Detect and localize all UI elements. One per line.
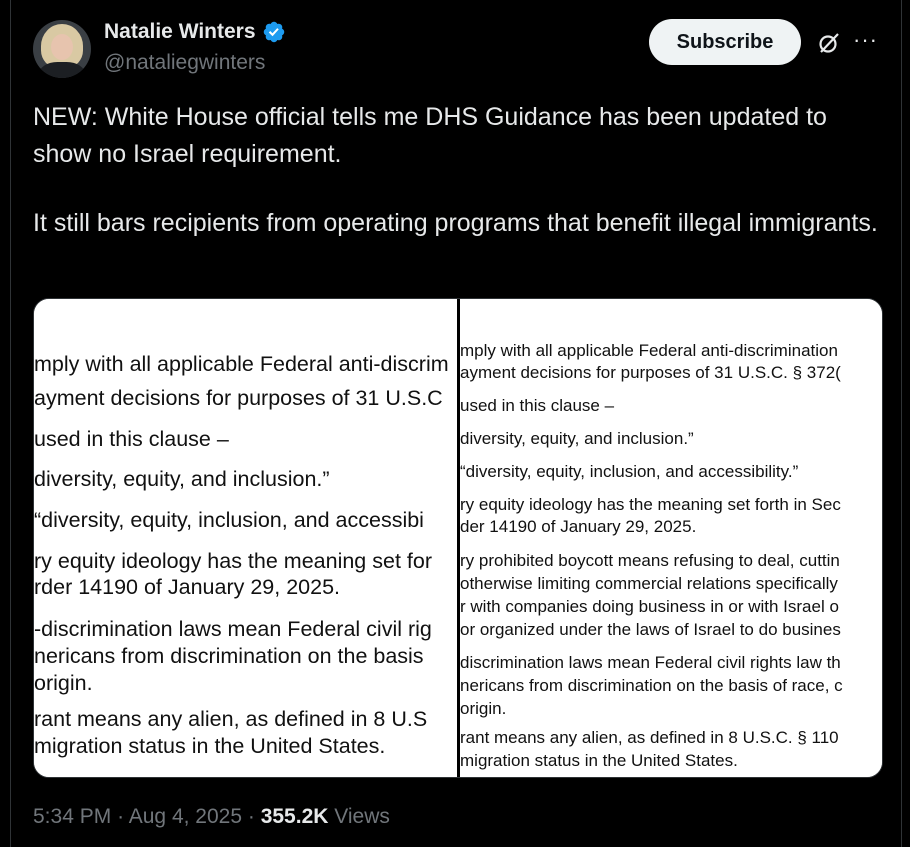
grok-icon[interactable] [817,31,841,55]
author-name-row [104,20,286,44]
doc-line: mply with all applicable Federal anti-discrim [34,352,449,376]
doc-line: origin. [460,699,507,718]
doc-line: -discrimination laws mean Federal civil rig [34,617,432,641]
doc-line: “diversity, equity, inclusion, and accessibi [34,508,424,532]
doc-line: nericans from discrimination on the basis of race, c [460,676,843,695]
document-excerpt-left [34,299,458,777]
tweet-paragraph-1: NEW: White House official tells me DHS Guidance has been updated to show no Israel requirement. [33,103,827,168]
author-name[interactable]: Natalie Winters [104,20,256,43]
doc-line: ry prohibited boycott means refusing to deal, cuttin [460,551,840,570]
views-count[interactable]: 355.2K [260,805,329,828]
doc-line: ayment decisions for purposes of 31 U.S.C [34,386,443,410]
doc-line: mply with all applicable Federal anti-discrimination [460,341,838,360]
verified-badge-icon[interactable] [262,20,286,44]
doc-line: used in this clause – [34,427,229,451]
separator-dot: · [247,805,255,828]
doc-line: migration status in the United States. [460,751,738,770]
doc-line: migration status in the United States. [34,734,386,758]
doc-line: diversity, equity, and inclusion.” [460,429,694,448]
subscribe-button[interactable]: Subscribe [649,19,801,65]
doc-line: discrimination laws mean Federal civil rights law th [460,653,841,672]
doc-line: “diversity, equity, inclusion, and accessibility.” [460,462,799,481]
document-excerpt-right [460,299,882,777]
doc-line: diversity, equity, and inclusion.” [34,467,330,491]
tweet-time[interactable]: 5:34 PM [33,805,112,828]
doc-line: der 14190 of January 29, 2025. [460,517,697,536]
tweet-card [10,0,902,847]
doc-line: ry equity ideology has the meaning set for [34,549,432,573]
doc-line: used in this clause – [460,396,615,415]
tweet-paragraph-2: It still bars recipients from operating programs that benefit illegal immigrants. [33,209,878,237]
doc-line: ayment decisions for purposes of 31 U.S.C. § 372( [460,363,841,382]
doc-line: rant means any alien, as defined in 8 U.S [34,707,428,731]
author-handle[interactable]: @nataliegwinters [104,51,266,74]
tweet-media-image[interactable] [33,298,883,778]
avatar[interactable] [33,20,91,78]
doc-line: r with companies doing business in or with Israel o [460,597,839,616]
tweet-date[interactable]: Aug 4, 2025 [128,805,243,828]
doc-line: rant means any alien, as defined in 8 U.S.C. § 110 [460,728,839,747]
doc-line: nericans from discrimination on the basis [34,644,424,668]
tweet-meta [33,805,390,829]
separator-dot: · [117,805,125,828]
doc-line: origin. [34,671,93,695]
doc-line: rder 14190 of January 29, 2025. [34,575,340,599]
doc-line: or organized under the laws of Israel to do busines [460,620,841,639]
tweet-text [33,99,883,242]
doc-line: otherwise limiting commercial relations specifically [460,574,838,593]
views-label: Views [334,805,390,828]
more-options-icon[interactable]: ··· [853,27,878,52]
doc-line: ry equity ideology has the meaning set forth in Sec [460,495,841,514]
